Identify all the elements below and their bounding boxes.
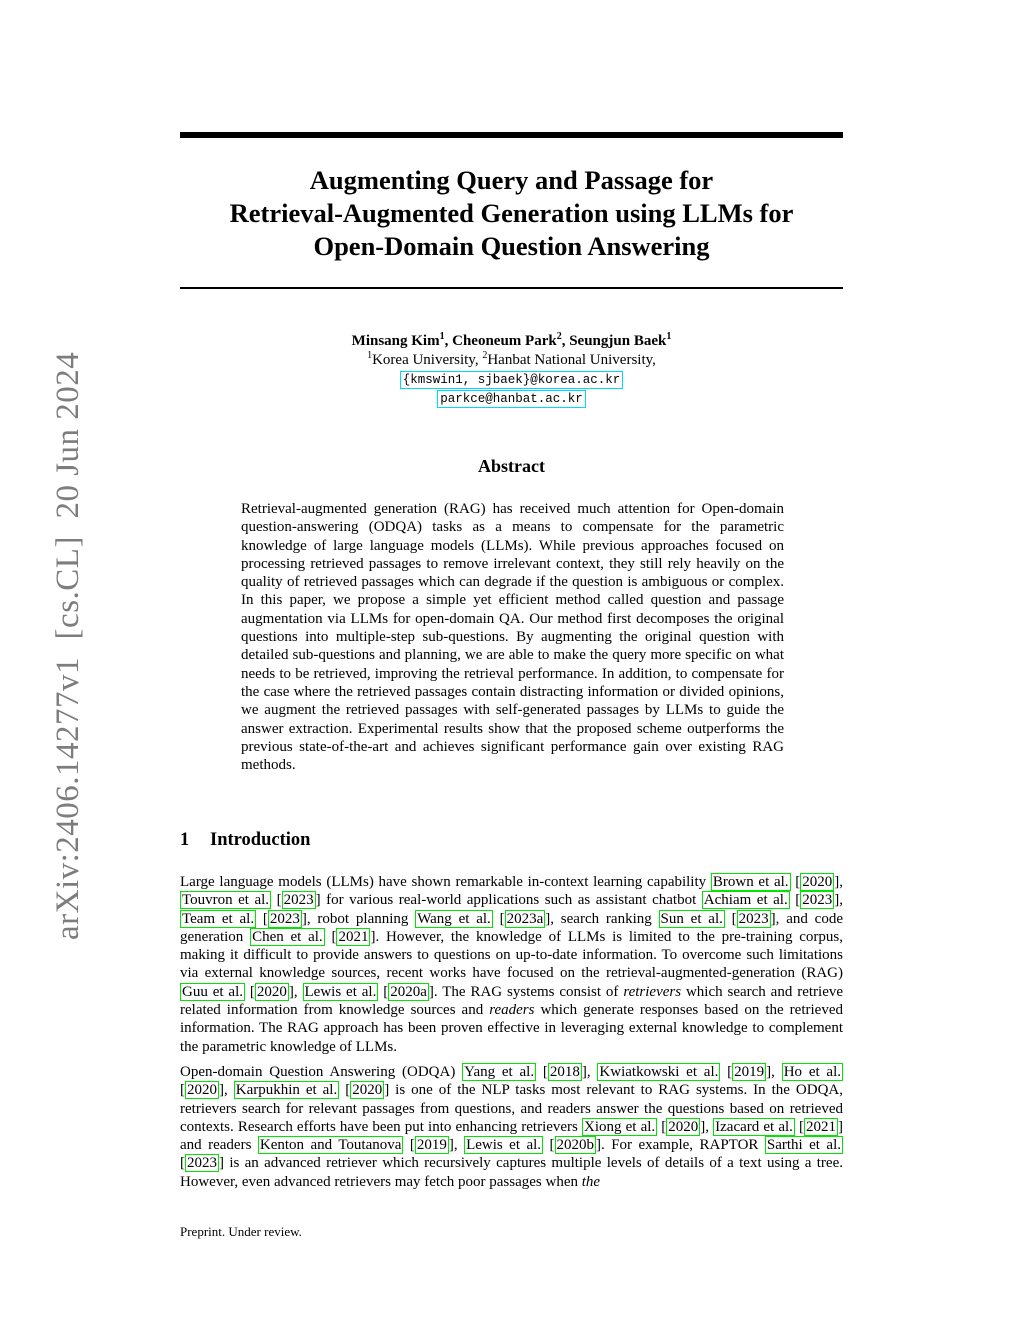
title-top-rule (180, 132, 843, 138)
introduction-body (180, 873, 843, 1198)
text-run: and readers (180, 1137, 258, 1154)
citation-link[interactable]: 2019 (416, 1137, 447, 1154)
author-name: Minsang Kim (351, 333, 440, 349)
citation-link[interactable]: 2020 (352, 1082, 383, 1099)
paragraph: Open-domain Question Answering (ODQA) Yang et al. [ 2018 ], Kwiatkowski et al. [ 2019 ], Ho et al. [ 2020 ], Karpukhin et al. [ 2020 ] is one of the NLP tasks most relevant to RAG systems. In the ODQA, retrievers search for relevant passages from questions, and readers answer the questions based on retrieved contexts. Research efforts have been put into enhancing retrievers Xiong et al. [ 2020 ], Izacard et al. [ 2021 ] and readers Kenton and Toutanova [ 2019 ], Lewis et al. [ 2020b ]. For example, RAPTOR Sarthi et al. [ 2023 ] is an advanced retriever which recursively captures multiple levels of details of a text using a tree. However, even advanced retrievers may fetch poor passages when the (180, 1063, 844, 1190)
text-run: which search and retrieve related information from knowledge sources and (180, 983, 844, 1019)
text-run: Large language models (LLMs) have shown remarkable in-context learning capability (180, 874, 711, 890)
abstract-text: Retrieval-augmented generation (RAG) has received much attention for Open-domain question-answering (ODQA) tasks as a means to compensate for the parametric knowledge of large language models (LLMs). While previous approaches focused on processing retrieved passages to remove irrelevant context, they still rely heavily on the quality of retrieved passages which can degrade if the question is ambiguous or complex. In this paper, we propose a simple yet efficient method called question and passage augmentation via LLMs for open-domain QA. Our method first decomposes the original questions into multiple-step sub-questions. By augmenting the original question with detailed sub-questions and planning, we are able to make the query more specific on what needs to be retrieved, improving the retrieval performance. In addition, to compensate for the case where the retrieved passages contain distracting information or divided opinions, we augment the retrieved passages with self-generated passages by LLMs to guide the answer extraction. Experimental results show that the proposed scheme outperforms the previous state-of-the-art and achieves significant performance gain over existing RAG methods. (241, 501, 784, 774)
paragraph: Large language models (LLMs) have shown remarkable in-context learning capability Brown et al. [ 2020 ], Touvron et al. [ 2023 ] for various real-world applications such as assistant chatbot Achiam et al. [ 2023 ], Team et al. [ 2023 ], robot planning Wang et al. [ 2023a ], search ranking Sun et al. [ 2023 ], and code generation Chen et al. [ 2021 ]. However, the knowledge of LLMs is limited to the pre-training corpus, making it difficult to provide answers to questions on up-to-date information. To overcome such limitations via external knowledge sources, recent works have focused on the retrieval-augmented-generation (RAG) Guu et al. [ 2020 ], Lewis et al. [ 2020a ]. The RAG systems consist of retrievers which search and retrieve related information from knowledge sources and readers which generate responses based on the retrieved information. The RAG approach has been proven effective in leveraging external knowledge to complement the parametric knowledge of LLMs. (180, 874, 844, 1055)
text-run: , (705, 1118, 714, 1135)
text-run: Open-domain Question Answering (ODQA) (180, 1063, 463, 1080)
citation-link[interactable]: Kenton and Toutanova (259, 1137, 402, 1154)
section-heading (180, 830, 310, 851)
title-line: Augmenting Query and Passage for (309, 165, 714, 195)
citation-link[interactable]: Lewis et al. (466, 1137, 542, 1154)
citation-link[interactable]: Kwiatkowski et al. (599, 1063, 719, 1080)
section-number: 1 (180, 830, 190, 850)
section-title: Introduction (210, 830, 311, 850)
citation-link[interactable]: Lewis et al. (304, 983, 377, 1000)
text-run: which generate responses based on the retrieved information. The RAG approach has been proven effective in leveraging external knowledge to complement the parametric knowledge of LLMs. (180, 1002, 843, 1055)
email-link[interactable]: {kmswin1, sjbaek}@korea.ac.kr (400, 371, 624, 389)
citation-link[interactable]: 2023 (802, 892, 833, 909)
text-run: is an advanced retriever which recursively captures multiple levels of details of a text using a tree. However, even advanced retrievers may fetch poor passages when (180, 1155, 843, 1190)
author-name: Cheoneum Park (452, 333, 557, 349)
author-name: Seungjun Baek (569, 333, 667, 349)
citation-link[interactable]: Yang et al. (464, 1063, 535, 1080)
citation-link[interactable]: 2020 (668, 1118, 699, 1135)
paper-title (180, 164, 843, 263)
text-run: , (293, 983, 303, 1000)
text-run: , (224, 1082, 234, 1099)
citation-link[interactable]: Guu et al. (182, 983, 243, 1000)
citation-link[interactable]: Chen et al. (252, 928, 323, 945)
text-run: , robot planning (306, 910, 416, 927)
citation-link[interactable]: 2021 (338, 928, 369, 945)
affiliations (180, 351, 843, 370)
author-affiliation-mark: 2 (556, 331, 562, 342)
title-line: Open-Domain Question Answering (313, 231, 710, 261)
citation-link[interactable]: Ho et al. (783, 1063, 842, 1080)
text-run: , (453, 1137, 465, 1154)
citation-link[interactable]: Xiong et al. (584, 1118, 656, 1135)
text-run: is one of the NLP tasks most relevant to RAG systems. In the ODQA, retrievers search for relevant passages from questions, and readers answer the questions based on retrieved contexts. Research efforts have been put into enhancing retrievers (180, 1082, 844, 1135)
emphasis: retrievers (623, 983, 682, 1000)
affiliation: Hanbat National University, (487, 352, 656, 368)
text-run: , and code generation (180, 910, 843, 945)
text-run: . The RAG systems consist of (433, 983, 624, 1000)
citation-link[interactable]: 2023 (187, 1155, 217, 1172)
citation-link[interactable]: Achiam et al. (703, 892, 788, 909)
citation-link[interactable]: 2020 (256, 983, 287, 1000)
abstract-heading: Abstract (478, 456, 545, 476)
citation-link[interactable]: 2020a (390, 983, 427, 1000)
text-run: , (586, 1063, 598, 1080)
citation-link[interactable]: 2023 (283, 892, 314, 909)
citation-link[interactable]: 2023a (506, 910, 544, 927)
author-names: Minsang Kim$^1$, Cheoneum Park$^2$, Seungjun Baek$^1$ (351, 331, 672, 349)
citation-link[interactable]: 2023 (738, 910, 769, 927)
title-line: Retrieval-Augmented Generation using LLMs for (229, 198, 794, 228)
author-affiliation-mark: 1 (666, 331, 672, 342)
citation-link[interactable]: 2023 (269, 910, 300, 927)
emphasis: readers (489, 1002, 535, 1019)
citation-link[interactable]: 2020 (187, 1082, 217, 1099)
affiliation-mark: 2 (482, 350, 488, 361)
citation-link[interactable]: Team et al. (182, 910, 255, 927)
citation-link[interactable]: 2020b (556, 1137, 594, 1154)
arxiv-side-label[interactable]: arXiv:2406.14277v1 [cs.CL] 20 Jun 2024 (50, 351, 86, 940)
citation-link[interactable]: 2021 (806, 1118, 836, 1135)
text-run: , (839, 892, 843, 909)
author-block (180, 332, 843, 408)
citation-link[interactable]: Brown et al. (712, 874, 789, 890)
emphasis: the (581, 1173, 601, 1190)
text-run: , search ranking (550, 910, 659, 927)
citation-link[interactable]: Sarthi et al. (766, 1137, 841, 1154)
affiliation: Korea University, (372, 352, 479, 368)
citation-link[interactable]: 2018 (549, 1063, 580, 1080)
footer-note: Preprint. Under review. (180, 1224, 302, 1239)
text-run: for various real-world applications such as assistant chatbot (320, 892, 702, 909)
citation-link[interactable]: 2019 (734, 1063, 765, 1080)
text-run: . For example, RAPTOR (601, 1137, 765, 1154)
author-affiliation-mark: 1 (439, 331, 445, 342)
text-run: , (839, 874, 843, 890)
title-bottom-rule (180, 287, 843, 289)
citation-link[interactable]: Wang et al. (417, 910, 491, 927)
abstract-body (241, 500, 784, 774)
citation-link[interactable]: Sun et al. (660, 910, 723, 927)
citation-link[interactable]: Izacard et al. (715, 1118, 793, 1135)
citation-link[interactable]: Touvron et al. (182, 892, 270, 909)
citation-link[interactable]: 2020 (802, 874, 833, 890)
text-run: . However, the knowledge of LLMs is limited to the pre-training corpus, making it difficult to provide answers to questions on up-to-date information. To overcome such limitations via external knowledge sources, recent works have focused on the retrieval-augmented-generation (RAG) (180, 928, 843, 982)
text-run: , (771, 1063, 782, 1080)
email-link[interactable]: parkce@hanbat.ac.kr (437, 390, 586, 408)
citation-link[interactable]: Karpukhin et al. (235, 1082, 338, 1099)
affiliation-mark: 1 (367, 350, 373, 361)
